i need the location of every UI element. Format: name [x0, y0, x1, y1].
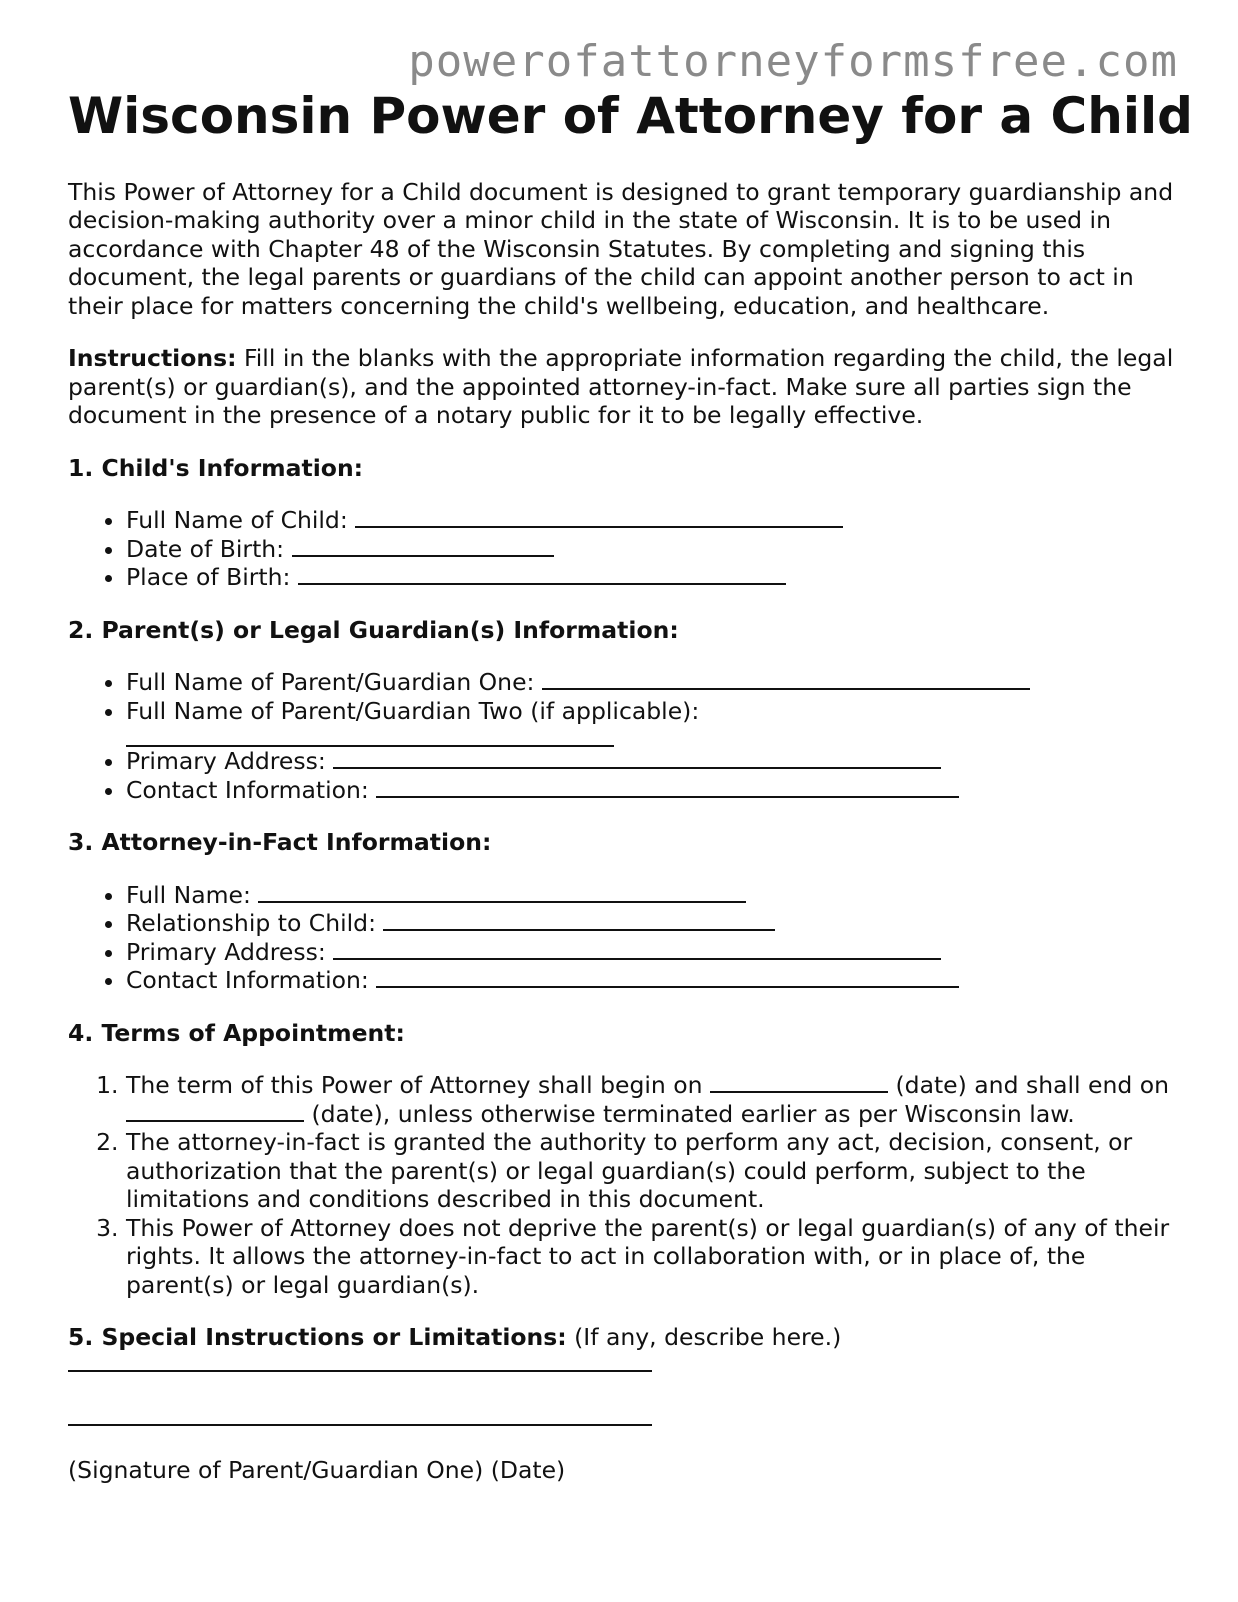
signature-caption: (Signature of Parent/Guardian One) (Date) — [68, 1455, 566, 1484]
field-label: Full Name of Parent/Guardian Two (if applicable): — [126, 696, 700, 725]
instructions-paragraph — [68, 344, 1178, 430]
list-item — [126, 966, 1178, 995]
list-item — [126, 747, 1178, 776]
field-label: Place of Birth: — [126, 563, 298, 591]
attorney-address-field[interactable] — [333, 938, 941, 960]
term-text: The term of this Power of Attorney shall begin on — [126, 1071, 711, 1099]
list-item — [126, 535, 1178, 564]
list-item: 3. This Power of Attorney does not deprive the parent(s) or legal guardian(s) of any of their rights. It allows the attorney-in-fact to act in collaboration with, or in place of, the parent(s) or legal guardian(s). — [126, 1214, 1178, 1300]
list-item — [126, 563, 1178, 592]
parent-info-list — [68, 668, 1178, 804]
child-name-field[interactable] — [355, 506, 843, 528]
terms-list — [68, 1071, 1178, 1299]
parent-contact-field[interactable] — [376, 776, 959, 798]
special-instructions-paragraph — [68, 1323, 1178, 1352]
list-item — [126, 909, 1178, 938]
section-heading-terms: 4. Terms of Appointment: — [68, 1018, 405, 1047]
list-item — [126, 506, 1178, 535]
attorney-contact-field[interactable] — [376, 966, 959, 988]
field-label: Primary Address: — [126, 747, 334, 775]
field-label: Relationship to Child: — [126, 909, 384, 937]
instructions-label: Instructions: — [68, 344, 237, 372]
special-instructions-field[interactable] — [68, 1368, 652, 1372]
term-end-date-field[interactable] — [126, 1100, 304, 1122]
child-birthplace-field[interactable] — [298, 563, 786, 585]
field-label: Primary Address: — [126, 937, 334, 966]
child-info-list — [68, 506, 1178, 592]
field-label: Full Name of Parent/Guardian One: — [126, 668, 542, 696]
parent-address-field[interactable] — [333, 747, 941, 769]
list-item — [126, 697, 1178, 748]
field-label: Date of Birth: — [126, 534, 292, 563]
list-item: 2. The attorney-in-fact is granted the authority to perform any act, decision, consent, or authorization that the parent(s) or legal guardian(s) could perform, subject to the limitations and conditions described in this document. — [126, 1128, 1178, 1214]
field-label: Full Name of Child: — [126, 506, 356, 534]
attorney-info-list — [68, 881, 1178, 995]
term-text: (date) and shall end on — [888, 1071, 1170, 1099]
parent-one-name-field[interactable] — [542, 668, 1030, 690]
parent-two-name-field[interactable] — [126, 725, 614, 747]
attorney-name-field[interactable] — [258, 881, 746, 903]
watermark: powerofattorneyformsfree.com — [408, 36, 1178, 87]
list-item — [126, 938, 1178, 967]
section-heading-parents: 2. Parent(s) or Legal Guardian(s) Information: — [68, 615, 679, 644]
field-label: Contact Information: — [126, 966, 377, 994]
section-heading-attorney: 3. Attorney-in-Fact Information: — [68, 828, 492, 856]
signature-line[interactable] — [68, 1422, 652, 1426]
attorney-relationship-field[interactable] — [383, 909, 775, 931]
section-heading-child: 1. Child's Information: — [68, 453, 364, 482]
list-item — [126, 776, 1178, 805]
document-title: Wisconsin Power of Attorney for a Child — [68, 87, 1193, 145]
field-label: Contact Information: — [126, 775, 377, 804]
list-item — [126, 1071, 1178, 1128]
instructions-text: Fill in the blanks with the appropriate information regarding the child, the legal parent(s) or guardian(s), and the appointed attorney-in-fact. Make sure all parties sign the document in the presence of a notary public for it to be legally effective. — [68, 344, 1174, 429]
term-start-date-field[interactable] — [710, 1071, 888, 1093]
special-instructions-note: (If any, describe here.) — [566, 1323, 842, 1351]
document-page — [68, 87, 1193, 1508]
list-item — [126, 881, 1178, 910]
field-label: Full Name: — [126, 880, 259, 909]
term-text: (date), unless otherwise terminated earlier as per Wisconsin law. — [304, 1099, 1075, 1128]
child-dob-field[interactable] — [292, 535, 554, 557]
section-heading-special: 5. Special Instructions or Limitations: — [68, 1323, 567, 1351]
list-item — [126, 668, 1178, 697]
intro-paragraph: This Power of Attorney for a Child document is designed to grant temporary guardianship and decision-making authority over a minor child in the state of Wisconsin. It is to be used in accordance with Chapter 48 of the Wisconsin Statutes. By completing and signing this document, the legal parents or guardians of the child can appoint another person to act in their place for matters concerning the child's wellbeing, education, and healthcare. — [68, 177, 1174, 320]
